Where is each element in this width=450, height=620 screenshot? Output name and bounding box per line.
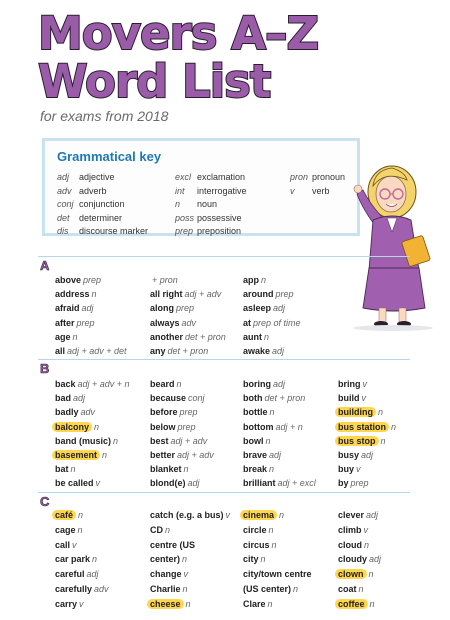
part-of-speech: n: [391, 421, 397, 432]
key-row: [57, 198, 148, 212]
part-of-speech: n: [91, 289, 97, 300]
word-entry: [55, 552, 109, 567]
word: careful: [55, 569, 85, 580]
part-of-speech: det + pron: [264, 393, 306, 404]
word-entry: [243, 552, 314, 567]
part-of-speech: + pron: [152, 275, 178, 285]
part-of-speech: n: [72, 331, 78, 342]
word-entry: [243, 448, 316, 462]
key-row: [175, 171, 247, 185]
part-of-speech: n: [176, 379, 182, 389]
word-entry: [243, 538, 314, 553]
part-of-speech: prep: [179, 407, 198, 418]
section-b-column-3: [243, 377, 316, 491]
word: build: [338, 393, 360, 404]
word-entry: [243, 476, 316, 490]
word-entry: [55, 330, 127, 344]
key-row: [57, 171, 148, 185]
word: bowl: [243, 435, 264, 446]
word-entry: [150, 273, 226, 287]
word-entry: [243, 405, 316, 419]
word-entry: [243, 567, 314, 582]
word: at: [243, 317, 252, 328]
part-of-speech: n: [358, 583, 364, 594]
word-entry: [243, 597, 314, 612]
word: aunt: [243, 331, 262, 342]
word: beard: [150, 379, 175, 389]
word: coat: [338, 583, 357, 594]
word: basement: [52, 450, 100, 460]
key-full: pronoun: [312, 172, 346, 182]
part-of-speech: adj: [272, 346, 285, 357]
word-entry: [243, 301, 301, 315]
section-c-column-2: [150, 508, 230, 612]
part-of-speech: adj + n: [275, 421, 303, 432]
word: both: [243, 393, 263, 404]
part-of-speech: prep of time: [253, 317, 301, 328]
key-abbr: poss: [175, 212, 195, 223]
word-entry: [150, 330, 226, 344]
part-of-speech: n: [92, 554, 98, 565]
key-abbr: v: [290, 185, 295, 196]
part-of-speech: n: [264, 331, 270, 342]
key-full: preposition: [197, 226, 242, 236]
word: blanket: [150, 464, 182, 475]
word-entry: [55, 301, 127, 315]
word: badly: [55, 407, 79, 418]
word-entry: [55, 462, 130, 476]
word-entry: [243, 462, 316, 476]
word: clown: [335, 569, 367, 579]
part-of-speech: adj: [369, 554, 382, 565]
word: CD: [150, 524, 163, 535]
word: Charlie: [150, 583, 181, 594]
title-line-2: Word List: [38, 55, 271, 108]
word-entry: [243, 273, 301, 287]
part-of-speech: adj: [187, 478, 200, 489]
part-of-speech: det + pron: [185, 331, 226, 342]
word: afraid: [55, 303, 80, 314]
part-of-speech: adj: [366, 510, 379, 520]
key-abbr: det: [57, 212, 70, 223]
word: bottle: [243, 407, 268, 418]
word-entry: [55, 567, 109, 582]
word: buy: [338, 464, 355, 475]
key-row: [175, 225, 247, 239]
word: balcony: [52, 422, 92, 432]
part-of-speech: prep: [275, 289, 294, 300]
word: circle: [243, 524, 267, 535]
word-entry: [243, 287, 301, 301]
word: any: [150, 346, 166, 357]
word: around: [243, 289, 274, 300]
part-of-speech: n: [267, 598, 273, 609]
word-entry: [243, 434, 316, 448]
part-of-speech: prep: [76, 317, 95, 328]
part-of-speech: v: [361, 393, 366, 404]
part-of-speech: v: [72, 539, 77, 550]
word: carefully: [55, 583, 93, 594]
word-entry: [55, 597, 109, 612]
word-entry-highlighted: [243, 508, 314, 523]
word-entry: [55, 476, 130, 490]
word: bus stop: [335, 436, 379, 446]
section-b-column-4: [338, 377, 396, 491]
word: cinema: [240, 510, 277, 520]
part-of-speech: n: [261, 275, 267, 285]
key-full: determiner: [79, 212, 123, 223]
part-of-speech: adj + adv: [170, 435, 208, 446]
part-of-speech: n: [113, 435, 119, 446]
word: break: [243, 464, 268, 475]
part-of-speech: adv: [80, 407, 96, 418]
word: all right: [150, 289, 183, 300]
key-full: conjunction: [79, 199, 125, 209]
key-row: [175, 212, 247, 226]
word-entry-highlighted: [55, 448, 130, 462]
key-abbr: dis: [57, 226, 69, 236]
part-of-speech: adj: [273, 379, 286, 389]
word-entry: [338, 523, 381, 538]
word: carry: [55, 598, 78, 609]
word-entry-highlighted: [55, 420, 130, 434]
key-row: [175, 185, 247, 199]
word: car park: [55, 554, 91, 565]
part-of-speech: adj: [361, 450, 374, 461]
part-of-speech: n: [271, 539, 277, 550]
key-abbr: adv: [57, 185, 72, 196]
word: circus: [243, 539, 270, 550]
subtitle: for exams from 2018: [40, 108, 169, 124]
word: after: [55, 317, 75, 328]
key-abbr: conj: [57, 199, 74, 209]
word-entry: [338, 391, 396, 405]
word-entry: [243, 582, 314, 597]
key-abbr: excl: [175, 172, 192, 182]
part-of-speech: n: [293, 583, 299, 594]
key-abbr: adj: [57, 172, 70, 182]
word-entry: [338, 448, 396, 462]
word: be called: [55, 478, 94, 489]
key-column-2: [175, 171, 247, 239]
key-row: [57, 185, 148, 199]
part-of-speech: n: [94, 421, 100, 432]
part-of-speech: v: [362, 379, 367, 389]
key-title: Grammatical key: [57, 149, 162, 164]
word-entry: [338, 552, 381, 567]
key-full: noun: [197, 199, 218, 209]
section-letter-a: A: [40, 258, 50, 273]
part-of-speech: n: [368, 569, 374, 580]
part-of-speech: adj + adv + det: [67, 346, 127, 357]
word: bus station: [335, 422, 389, 432]
word: awake: [243, 346, 271, 357]
section-c-column-4: [338, 508, 381, 612]
word-entry: [55, 316, 127, 330]
part-of-speech: adj + adv + n: [77, 379, 130, 389]
part-of-speech: adv: [94, 583, 109, 594]
part-of-speech: v: [95, 478, 101, 489]
part-of-speech: adj + adv: [177, 450, 214, 461]
word-entry: [150, 582, 230, 597]
word: coffee: [335, 599, 368, 609]
word: bottom: [243, 421, 274, 432]
section-b-column-2: [150, 377, 214, 491]
word: café: [52, 510, 76, 520]
part-of-speech: prep: [83, 275, 102, 285]
part-of-speech: n: [182, 583, 188, 594]
word-entry: [150, 448, 214, 462]
word: building: [335, 407, 376, 417]
word-entry-highlighted: [338, 405, 396, 419]
word: clever: [338, 510, 365, 520]
key-full: verb: [312, 185, 330, 196]
word: change: [150, 569, 182, 580]
word-entry-highlighted: [338, 567, 381, 582]
word: all: [55, 346, 66, 357]
word: city/town centre: [243, 569, 312, 580]
key-full: interrogative: [197, 185, 247, 196]
section-divider: [38, 359, 410, 360]
word-entry: [150, 538, 230, 553]
word-entry-highlighted: [55, 508, 109, 523]
key-row: [57, 212, 148, 226]
part-of-speech: n: [165, 524, 171, 535]
section-a-column-3: [243, 273, 301, 358]
word-entry: [150, 462, 214, 476]
part-of-speech: adj: [269, 450, 282, 461]
word-entry: [55, 582, 109, 597]
part-of-speech: n: [182, 554, 188, 565]
word-entry: [150, 287, 226, 301]
word-entry-highlighted: [338, 597, 381, 612]
section-a-column-1: [55, 273, 127, 358]
word-entry: [243, 377, 316, 391]
word-entry: [243, 330, 301, 344]
word: cheese: [147, 599, 184, 609]
part-of-speech: prep: [177, 421, 196, 432]
part-of-speech: adj: [81, 303, 94, 314]
word: (US center): [243, 583, 292, 594]
section-letter-b: B: [40, 361, 50, 376]
part-of-speech: n: [265, 435, 271, 446]
word: Clare: [243, 598, 266, 609]
word-entry: [150, 523, 230, 538]
section-b-column-1: [55, 377, 130, 491]
word: another: [150, 331, 184, 342]
word-entry: [55, 273, 127, 287]
part-of-speech: v: [363, 524, 369, 535]
word: brilliant: [243, 478, 276, 489]
word-entry: [150, 476, 214, 490]
word-entry: [338, 377, 396, 391]
word: best: [150, 435, 169, 446]
teacher-illustration: [335, 150, 450, 332]
word: boring: [243, 379, 271, 389]
word: along: [150, 303, 174, 314]
word: before: [150, 407, 178, 418]
word-entry: [338, 538, 381, 553]
word: because: [150, 393, 187, 404]
word: app: [243, 275, 260, 285]
section-a-column-2: [150, 273, 226, 358]
word: always: [150, 317, 180, 328]
part-of-speech: v: [356, 464, 361, 475]
word: brave: [243, 450, 268, 461]
word-entry: [150, 391, 214, 405]
part-of-speech: n: [77, 524, 83, 535]
word-entry: [243, 523, 314, 538]
word-entry: [150, 552, 230, 567]
word: by: [338, 478, 349, 489]
word-entry: [55, 405, 130, 419]
word-entry-highlighted: [338, 434, 396, 448]
part-of-speech: n: [269, 407, 275, 418]
grammatical-key-box: [42, 138, 360, 236]
word: bad: [55, 393, 72, 404]
word: centre (US: [150, 539, 196, 550]
word-entry: [150, 344, 226, 358]
word-entry: [55, 344, 127, 358]
part-of-speech: adj + adv: [184, 289, 222, 300]
key-column-1: [57, 171, 148, 239]
word-entry: [150, 316, 226, 330]
word: cloudy: [338, 554, 368, 565]
word: above: [55, 275, 82, 285]
word-entry: [150, 567, 230, 582]
word-entry: [150, 434, 214, 448]
part-of-speech: n: [364, 539, 370, 550]
part-of-speech: prep: [350, 478, 369, 489]
part-of-speech: adj: [273, 303, 286, 314]
word-entry: [55, 391, 130, 405]
part-of-speech: v: [183, 569, 189, 580]
word: bat: [55, 464, 69, 475]
part-of-speech: n: [102, 450, 108, 461]
part-of-speech: adj: [73, 393, 86, 404]
key-full: discourse marker: [79, 226, 149, 236]
part-of-speech: n: [378, 407, 384, 418]
key-abbr: n: [175, 199, 181, 209]
part-of-speech: prep: [176, 303, 195, 314]
word: better: [150, 450, 176, 461]
part-of-speech: n: [380, 435, 386, 446]
key-full: adjective: [79, 172, 115, 182]
word: cage: [55, 524, 76, 535]
word: band (music): [55, 435, 112, 446]
word-entry: [150, 377, 214, 391]
part-of-speech: adj + excl: [277, 478, 316, 489]
word: climb: [338, 524, 362, 535]
part-of-speech: n: [70, 464, 76, 475]
word-entry: [338, 582, 381, 597]
word: blond(e): [150, 478, 186, 489]
word-entry: [243, 316, 301, 330]
word: center): [150, 554, 181, 565]
section-c-column-1: [55, 508, 109, 612]
word: call: [55, 539, 71, 550]
part-of-speech: n: [183, 464, 189, 475]
word-entry: [150, 405, 214, 419]
part-of-speech: n: [269, 464, 275, 475]
word-entry: [55, 377, 130, 391]
part-of-speech: n: [268, 524, 274, 535]
word-entry: [338, 462, 396, 476]
key-full: exclamation: [197, 172, 246, 182]
part-of-speech: n: [78, 510, 84, 520]
word-entry: [338, 476, 396, 490]
word: address: [55, 289, 90, 300]
word: busy: [338, 450, 360, 461]
word-entry: [243, 391, 316, 405]
part-of-speech: adj: [86, 569, 99, 580]
key-abbr: pron: [290, 172, 309, 182]
word-entry: [243, 420, 316, 434]
section-divider: [38, 256, 410, 257]
section-c-column-3: [243, 508, 314, 612]
part-of-speech: n: [279, 510, 285, 520]
part-of-speech: v: [79, 598, 84, 609]
word: city: [243, 554, 259, 565]
key-full: adverb: [79, 185, 107, 196]
title-line-1: Movers A–Z: [38, 7, 319, 60]
part-of-speech: n: [185, 598, 191, 609]
word-entry: [150, 420, 214, 434]
word: below: [150, 421, 176, 432]
key-row: [57, 225, 148, 239]
part-of-speech: adv: [181, 317, 197, 328]
word: back: [55, 379, 76, 389]
part-of-speech: n: [260, 554, 266, 565]
word: asleep: [243, 303, 272, 314]
key-row: [175, 198, 247, 212]
key-abbr: int: [175, 185, 185, 196]
part-of-speech: det + pron: [167, 346, 209, 357]
part-of-speech: conj: [188, 393, 205, 404]
word-entry: [243, 344, 301, 358]
word-entry: [55, 287, 127, 301]
word-entry-highlighted: [150, 597, 230, 612]
word-entry: [150, 508, 230, 523]
word-entry: [55, 538, 109, 553]
word: age: [55, 331, 71, 342]
word: bring: [338, 379, 361, 389]
part-of-speech: v: [225, 510, 231, 520]
word-entry: [55, 434, 130, 448]
section-letter-c: C: [40, 494, 50, 509]
word-entry: [150, 301, 226, 315]
word-entry-highlighted: [338, 420, 396, 434]
word-entry: [338, 508, 381, 523]
key-abbr: prep: [175, 226, 194, 236]
word: cloud: [338, 539, 362, 550]
word: catch (e.g. a bus): [150, 510, 224, 520]
word-entry: [55, 523, 109, 538]
part-of-speech: n: [369, 598, 375, 609]
key-full: possessive: [197, 212, 242, 223]
section-divider: [38, 492, 410, 493]
